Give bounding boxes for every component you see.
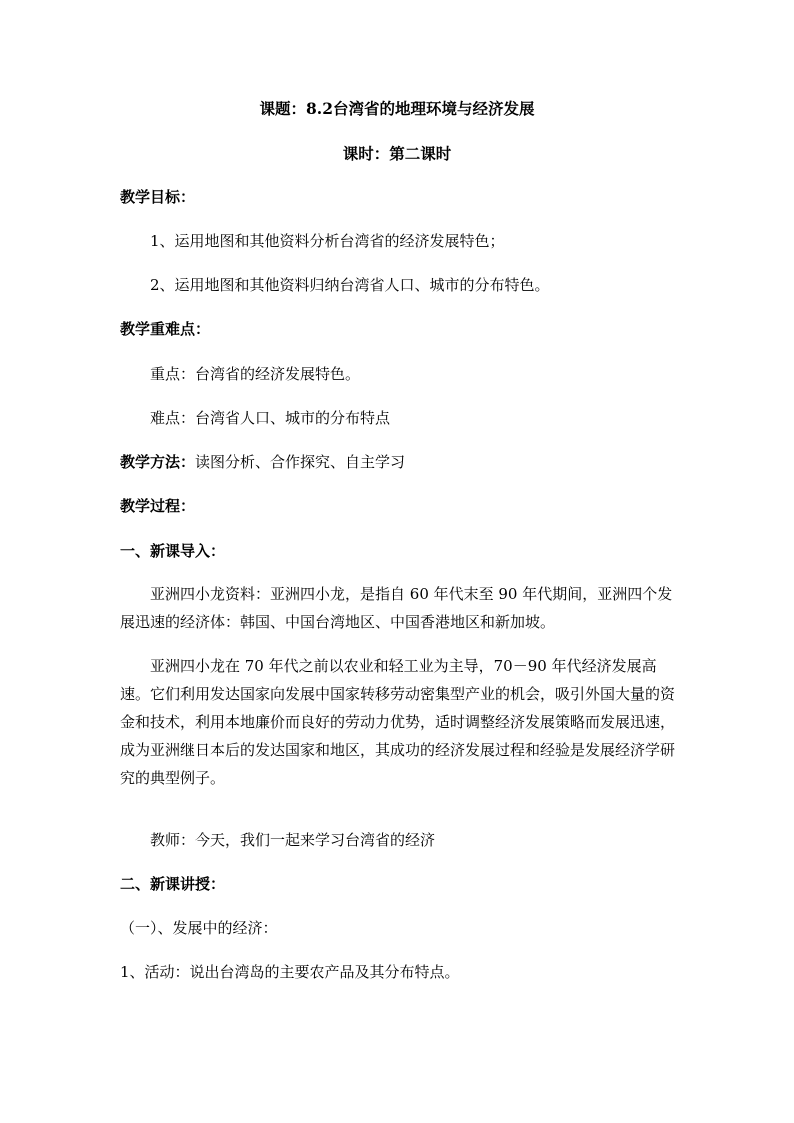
objective-item-1: 1、运用地图和其他资料分析台湾省的经济发展特色；: [150, 232, 505, 250]
teaching-methods: [120, 451, 405, 472]
lesson-title: 课题：8.2台湾省的地理环境与经济发展: [259, 99, 535, 118]
activity-1: 1、活动：说出台湾岛的主要农产品及其分布特点。: [120, 963, 460, 981]
teaching-methods-text: 读图分析、合作探究、自主学习: [195, 453, 406, 471]
objective-item-2: 2、运用地图和其他资料归纳台湾省人口、城市的分布特色。: [150, 276, 550, 294]
key-points-heading: 教学重难点：: [120, 320, 211, 338]
section-2-heading: 二、新课讲授：: [120, 875, 226, 893]
objectives-heading: 教学目标：: [120, 188, 196, 206]
process-heading: 教学过程：: [120, 497, 196, 515]
difficult-point: 难点：台湾省人口、城市的分布特点: [150, 409, 391, 427]
teaching-methods-label: 教学方法：: [120, 453, 196, 471]
key-point: 重点：台湾省的经济发展特色。: [150, 365, 361, 383]
intro-paragraph-1: 亚洲四小龙资料：亚洲四小龙，是指自 60 年代末至 90 年代期间，亚洲四个发展迅速的经济体：韩国、中国台湾地区、中国香港地区和新加坡。: [120, 585, 673, 631]
teacher-line: 教师：今天，我们一起来学习台湾省的经济: [150, 831, 436, 849]
subsection-1-heading: （一）、发展中的经济：: [120, 919, 278, 937]
lesson-time: 课时：第二课时: [342, 144, 452, 163]
section-1-heading: 一、新课导入：: [120, 542, 226, 560]
intro-paragraph-2: 亚洲四小龙在 70 年代之前以农业和轻工业为主导，70－90 年代经济发展高速。它们利用发达国家向发展中国家转移劳动密集型产业的机会，吸引外国大量的资金和技术，利用本地廉价而良好的劳动力优势，适时调整经济发展策略而发展迅速，成为亚洲继日本后的发达国家和地区，其成功的经济发展过程和经验是发展经济学研究的典型例子。: [120, 657, 676, 787]
